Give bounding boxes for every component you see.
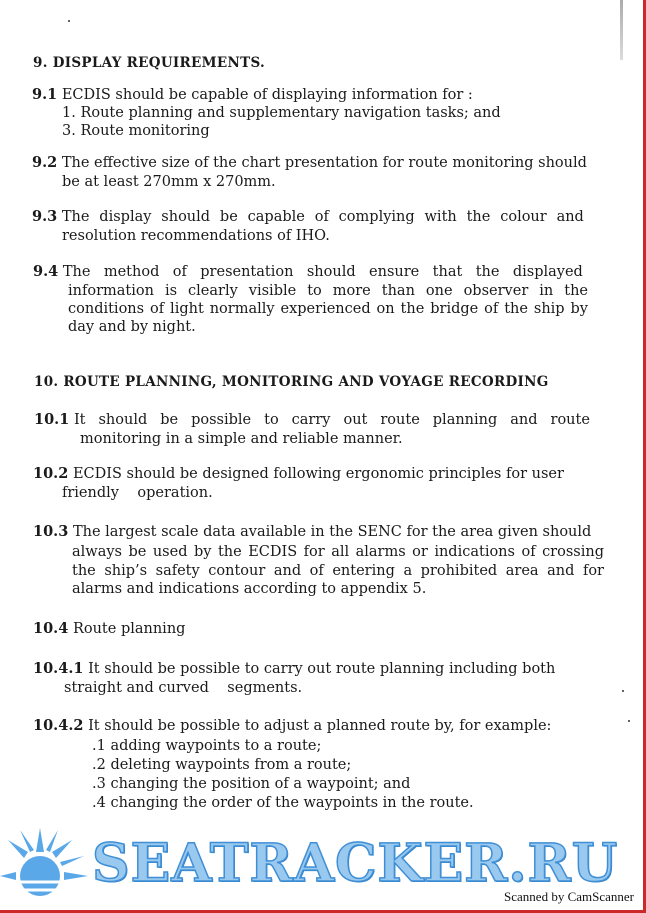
para-9-4-text-1: The method of presentation should ensure that the displayed	[62, 264, 583, 280]
list-item: .1 adding waypoints to a route;	[92, 738, 322, 754]
scan-speck	[68, 20, 70, 22]
section-10-heading	[34, 373, 549, 391]
para-10-4-1-number: 10.4.1	[33, 660, 84, 677]
para-10-2-text-1: ECDIS should be designed following ergonomic principles for user	[72, 466, 564, 482]
para-9-2-number: 9.2	[32, 154, 58, 171]
para-9-1-number: 9.1	[32, 86, 58, 103]
list-item: .3 changing the position of a waypoint; and	[92, 776, 411, 792]
section-10-number: 10.	[34, 374, 59, 390]
sun-logo-icon	[0, 818, 100, 913]
section-9-number: 9.	[33, 55, 48, 71]
para-10-4-title: Route planning	[72, 621, 186, 637]
section-9-title: DISPLAY REQUIREMENTS.	[52, 55, 266, 71]
para-10-3-line-2: always be used by the ECDIS for all alarms or indications of crossing	[72, 544, 604, 560]
para-10-1-line-2: monitoring in a simple and reliable manner.	[80, 431, 403, 447]
para-9-1-line-1	[32, 86, 473, 104]
para-10-1-text-1: It should be possible to carry out route planning and route	[73, 412, 590, 428]
section-9-heading	[33, 54, 265, 72]
para-9-4-line-2: information is clearly visible to more than one observer in the	[68, 283, 588, 299]
para-9-4-number: 9.4	[33, 263, 59, 280]
para-9-1-item-2: 3. Route monitoring	[62, 123, 210, 139]
section-10-title: ROUTE PLANNING, MONITORING AND VOYAGE RECORDING	[63, 374, 549, 390]
para-10-4-heading	[33, 620, 185, 638]
para-9-2-line-1	[32, 154, 587, 172]
para-9-3-number: 9.3	[32, 208, 58, 225]
para-10-4-1-line-2: straight and curved segments.	[64, 680, 303, 696]
para-10-2-line-1	[33, 465, 564, 483]
para-10-1-number: 10.1	[34, 411, 70, 428]
para-9-3-text-1: The display should be capable of complying with the colour and	[61, 209, 584, 225]
scan-speck	[628, 720, 630, 722]
para-10-3-text-1: The largest scale data available in the SENC for the area given should	[72, 524, 592, 540]
para-9-4-line-1	[33, 263, 583, 281]
para-9-4-line-4: day and by night.	[68, 319, 196, 335]
para-9-1-item-1: 1. Route planning and supplementary navigation tasks; and	[62, 105, 501, 121]
para-10-3-line-4: alarms and indications according to appendix 5.	[72, 581, 427, 597]
para-10-3-line-1	[33, 523, 591, 541]
para-10-4-2-line-1	[33, 717, 551, 735]
para-9-4-line-3: conditions of light normally experienced on the bridge of the ship by	[68, 301, 588, 317]
scan-speck	[622, 690, 624, 692]
para-10-1-line-1	[34, 411, 590, 429]
para-10-4-1-text-1: It should be possible to carry out route planning including both	[88, 661, 556, 677]
para-9-1-text: ECDIS should be capable of displaying information for :	[61, 87, 473, 103]
para-9-2-text-1: The effective size of the chart presentation for route monitoring should	[61, 155, 587, 171]
seatracker-watermark: SEATRACKER.RU	[92, 833, 619, 894]
para-10-2-number: 10.2	[33, 465, 69, 482]
para-10-4-2-number: 10.4.2	[33, 717, 84, 734]
list-item: .2 deleting waypoints from a route;	[92, 757, 352, 773]
para-10-2-line-2: friendly operation.	[62, 485, 213, 501]
para-10-4-number: 10.4	[33, 620, 69, 637]
para-10-4-2-text: It should be possible to adjust a planned route by, for example:	[88, 718, 552, 734]
camscanner-label: Scanned by CamScanner	[504, 889, 634, 904]
list-item: .4 changing the order of the waypoints in the route.	[92, 795, 474, 811]
page-fold-mark	[620, 0, 623, 60]
para-9-3-line-2: resolution recommendations of IHO.	[62, 228, 330, 244]
para-10-4-1-line-1	[33, 660, 555, 678]
para-9-2-line-2: be at least 270mm x 270mm.	[62, 174, 276, 190]
para-10-3-line-3: the ship’s safety contour and of entering a prohibited area and for	[72, 563, 604, 579]
para-9-3-line-1	[32, 208, 584, 226]
para-10-3-number: 10.3	[33, 523, 69, 540]
